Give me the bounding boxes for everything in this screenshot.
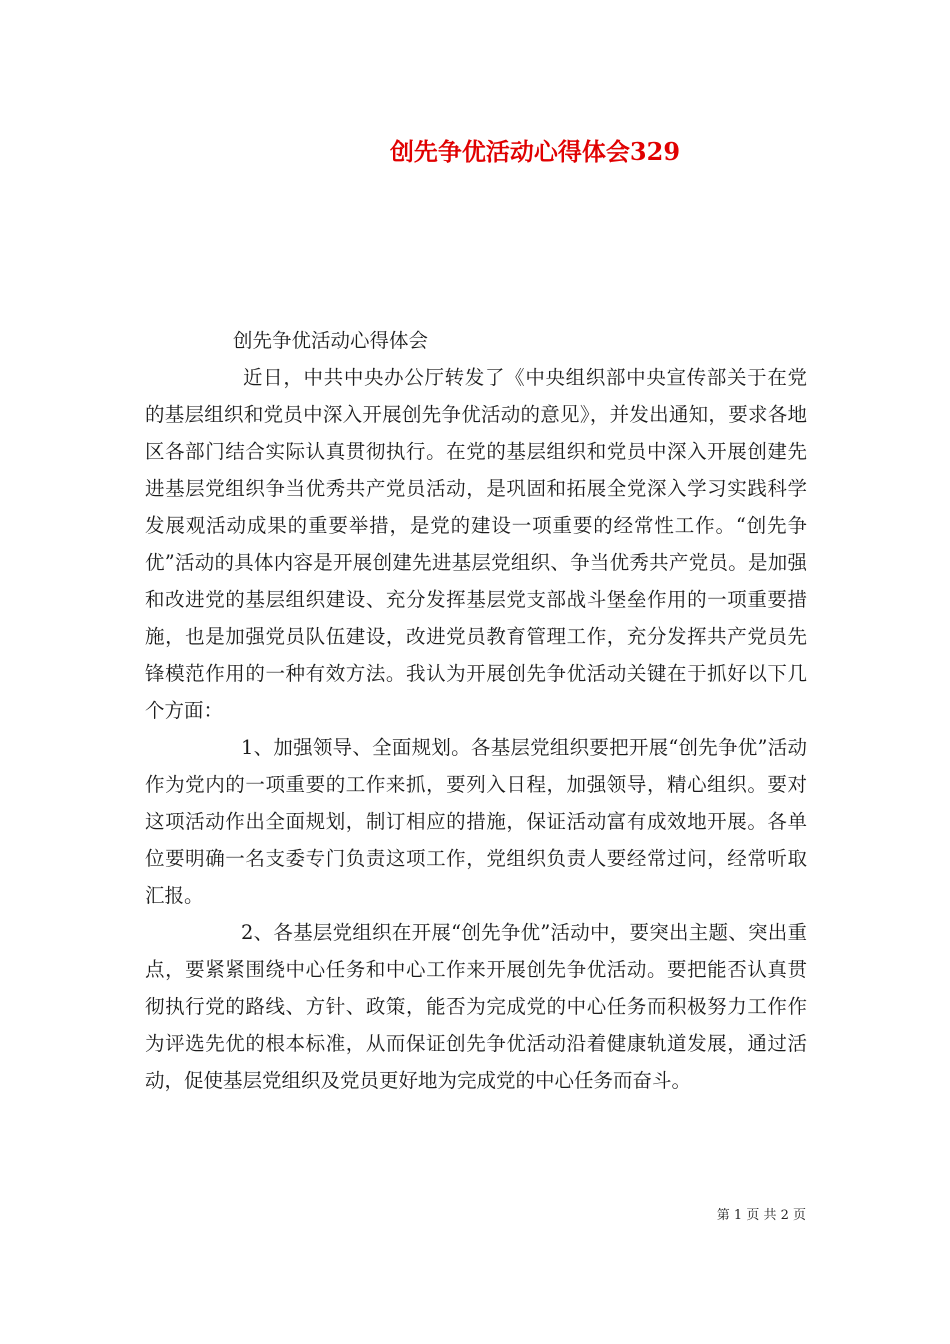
- document-title: 创先争优活动心得体会329: [389, 137, 681, 166]
- document-body: [145, 322, 807, 1099]
- article-subtitle: 创先争优活动心得体会: [233, 329, 429, 352]
- page-number: 第 1 页 共 2 页: [716, 1208, 806, 1223]
- paragraph-point-1: 1、加强领导、全面规划。各基层党组织要把开展“创先争优”活动作为党内的一项重要的工作来抓，要列入日程，加强领导，精心组织。要对这项活动作出全面规划，制订相应的措施，保证活动富有成效地开展。各单位要明确一名支委专门负责这项工作，党组织负责人要经常过问，经常听取汇报。: [145, 736, 807, 907]
- paragraph-intro: 近日，中共中央办公厅转发了《中央组织部中央宣传部关于在党的基层组织和党员中深入开展创先争优活动的意见》，并发出通知，要求各地区各部门结合实际认真贯彻执行。在党的基层组织和党员中深入开展创建先进基层党组织争当优秀共产党员活动，是巩固和拓展全党深入学习实践科学发展观活动成果的重要举措，是党的建设一项重要的经常性工作。“创先争优”活动的具体内容是开展创建先进基层党组织、争当优秀共产党员。是加强和改进党的基层组织建设、充分发挥基层党支部战斗堡垒作用的一项重要措施，也是加强党员队伍建设，改进党员教育管理工作，充分发挥共产党员先锋模范作用的一种有效方法。我认为开展创先争优活动关键在于抓好以下几个方面：: [145, 366, 807, 722]
- paragraph-point-2: 2、各基层党组织在开展“创先争优”活动中，要突出主题、突出重点，要紧紧围绕中心任务和中心工作来开展创先争优活动。要把能否认真贯彻执行党的路线、方针、政策，能否为完成党的中心任务而积极努力工作作为评选先优的根本标准，从而保证创先争优活动沿着健康轨道发展，通过活动，促使基层党组织及党员更好地为完成党的中心任务而奋斗。: [145, 921, 807, 1092]
